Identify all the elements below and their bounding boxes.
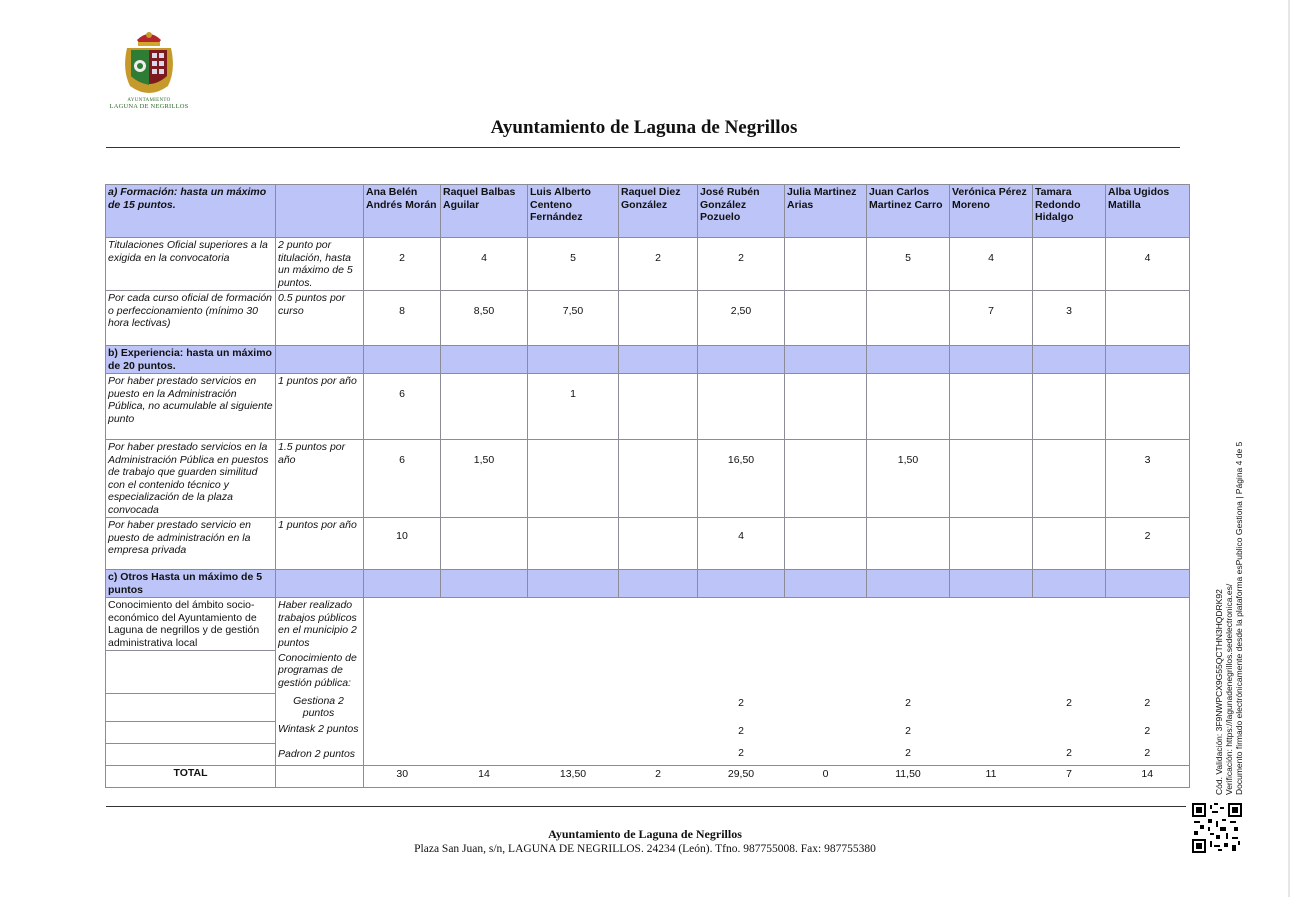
score-cell	[950, 744, 1033, 766]
score-cell	[950, 518, 1033, 570]
signed-notice: Documento firmado electrónicamente desde la plataforma esPublico Gestiona | Página 4 de 5	[1234, 441, 1244, 795]
candidate-name: Ana Belén Andrés Morán	[364, 185, 441, 238]
score-cell	[441, 518, 528, 570]
score-cell	[364, 744, 441, 766]
table-row	[106, 374, 1190, 440]
score-cell: 2,50	[698, 291, 785, 346]
score-cell: 2	[698, 744, 785, 766]
score-cell	[364, 651, 441, 694]
score-cell	[1033, 374, 1106, 440]
qr-code-icon	[1192, 803, 1242, 853]
score-cell	[698, 598, 785, 651]
score-cell	[619, 744, 698, 766]
score-cell	[1033, 598, 1106, 651]
criterion-cell: Por haber prestado servicios en puesto en la Administración Pública, no acumulable al siguiente punto	[106, 374, 276, 440]
score-cell	[698, 374, 785, 440]
total-cell: 14	[1106, 766, 1190, 788]
score-cell	[619, 722, 698, 744]
total-cell: 13,50	[528, 766, 619, 788]
score-cell	[441, 694, 528, 722]
score-cell	[364, 598, 441, 651]
score-cell	[785, 651, 867, 694]
section-empty	[619, 346, 698, 374]
section-empty	[1106, 346, 1190, 374]
candidate-name: Juan Carlos Martinez Carro	[867, 185, 950, 238]
total-label: TOTAL	[106, 766, 276, 788]
score-cell	[785, 598, 867, 651]
score-cell	[867, 374, 950, 440]
total-cell: 29,50	[698, 766, 785, 788]
score-cell: 2	[1106, 744, 1190, 766]
section-empty	[1033, 570, 1106, 598]
empty-cell	[276, 766, 364, 788]
section-c-heading: c) Otros Hasta un máximo de 5 puntos	[106, 570, 276, 598]
score-cell: 2	[1106, 722, 1190, 744]
score-cell: 2	[1066, 696, 1072, 709]
score-cell: 4	[1106, 238, 1190, 291]
score-cell: 4	[950, 238, 1033, 291]
total-row	[106, 766, 1190, 788]
points-cell: 2 punto por titulación, hasta un máximo de 5 puntos.	[276, 238, 364, 291]
score-cell	[950, 440, 1033, 518]
score-cell	[528, 440, 619, 518]
candidate-name: Verónica Pérez Moreno	[950, 185, 1033, 238]
score-cell	[441, 598, 528, 651]
score-cell	[441, 374, 528, 440]
coat-of-arms-icon	[122, 30, 176, 96]
section-empty	[698, 346, 785, 374]
score-cell: 2	[619, 238, 698, 291]
candidate-name: Alba Ugidos Matilla	[1106, 185, 1190, 238]
empty-cell	[106, 722, 276, 744]
score-cell: 2	[1106, 518, 1190, 570]
score-cell	[950, 374, 1033, 440]
section-empty	[950, 570, 1033, 598]
table-row	[106, 291, 1190, 346]
empty-cell	[106, 651, 276, 694]
candidate-name: José Rubén González Pozuelo	[698, 185, 785, 238]
score-cell	[364, 722, 441, 744]
score-cell	[619, 518, 698, 570]
candidate-name: Raquel Diez González	[619, 185, 698, 238]
header-empty	[276, 185, 364, 238]
score-cell: 2	[738, 696, 744, 709]
score-cell	[1106, 598, 1190, 651]
score-cell: 10	[364, 518, 441, 570]
score-cell: 1,50	[441, 440, 528, 518]
section-empty	[785, 346, 867, 374]
score-cell	[441, 651, 528, 694]
score-cell	[528, 722, 619, 744]
score-cell	[1033, 651, 1106, 694]
score-cell	[950, 694, 1033, 722]
section-empty	[619, 570, 698, 598]
score-cell	[785, 238, 867, 291]
section-empty	[528, 570, 619, 598]
score-cell	[1033, 518, 1106, 570]
score-cell	[528, 694, 619, 722]
points-cell: 1.5 puntos por año	[276, 440, 364, 518]
section-empty	[364, 346, 441, 374]
table-row	[106, 694, 1190, 722]
score-cell	[785, 694, 867, 722]
validation-stamp	[1214, 442, 1244, 795]
total-cell: 0	[785, 766, 867, 788]
empty-cell	[106, 744, 276, 766]
criterion-cell: Por haber prestado servicio en puesto de administración en la empresa privada	[106, 518, 276, 570]
empty-cell	[106, 694, 276, 722]
footer-name: Ayuntamiento de Laguna de Negrillos	[548, 827, 742, 841]
section-empty	[441, 570, 528, 598]
score-cell: 1	[528, 374, 619, 440]
score-cell: 8	[364, 291, 441, 346]
score-cell	[619, 440, 698, 518]
score-cell	[1033, 440, 1106, 518]
table-row	[106, 440, 1190, 518]
total-cell: 7	[1033, 766, 1106, 788]
section-empty	[276, 346, 364, 374]
section-a-heading: a) Formación: hasta un máximo de 15 puntos.	[106, 185, 276, 238]
score-cell	[1106, 651, 1190, 694]
score-cell	[441, 744, 528, 766]
score-cell	[1033, 238, 1106, 291]
table-row	[106, 518, 1190, 570]
section-empty	[1033, 346, 1106, 374]
score-cell: 2	[905, 724, 911, 737]
score-cell	[619, 694, 698, 722]
score-cell	[619, 598, 698, 651]
score-cell	[528, 651, 619, 694]
score-cell: 2	[738, 724, 744, 737]
points-cell: Haber realizado trabajos públicos en el municipio 2 puntos	[276, 598, 364, 651]
score-cell: 6	[364, 440, 441, 518]
total-cell: 2	[619, 766, 698, 788]
total-cell: 11	[950, 766, 1033, 788]
criterion-cell: Conocimiento del ámbito socio-económico del Ayuntamiento de Laguna de negrillos y de gestión administrativa local	[106, 598, 276, 651]
score-cell	[785, 518, 867, 570]
points-cell: 0.5 puntos por curso	[276, 291, 364, 346]
score-cell: 2	[1106, 694, 1190, 722]
candidate-name: Tamara Redondo Hidalgo	[1033, 185, 1106, 238]
points-cell: 1 puntos por año	[276, 374, 364, 440]
score-cell: 2	[867, 744, 950, 766]
score-cell	[867, 291, 950, 346]
section-empty	[528, 346, 619, 374]
score-cell: 8,50	[441, 291, 528, 346]
section-empty	[441, 346, 528, 374]
score-cell: 2	[698, 238, 785, 291]
score-cell: 5	[528, 238, 619, 291]
verification-url[interactable]: Verificación: https://lagunadenegrillos.sedelectronica.es/	[1224, 583, 1234, 795]
score-cell	[528, 744, 619, 766]
logo-line-2: LAGUNA DE NEGRILLOS	[109, 103, 189, 110]
points-cell: 1 puntos por año	[276, 518, 364, 570]
score-cell: 4	[441, 238, 528, 291]
score-cell: 16,50	[698, 440, 785, 518]
score-cell: 6	[364, 374, 441, 440]
section-row	[106, 346, 1190, 374]
score-cell	[867, 518, 950, 570]
section-empty	[276, 570, 364, 598]
table-row	[106, 238, 1190, 291]
score-cell: 1,50	[867, 440, 950, 518]
table-row	[106, 744, 1190, 766]
score-cell	[785, 722, 867, 744]
section-empty	[867, 570, 950, 598]
candidate-name: Raquel Balbas Aguilar	[441, 185, 528, 238]
scoring-table	[105, 184, 1190, 788]
score-cell	[1106, 291, 1190, 346]
section-row	[106, 570, 1190, 598]
score-cell	[528, 518, 619, 570]
logo-line-1: AYUNTAMIENTO	[127, 98, 171, 103]
score-cell	[950, 722, 1033, 744]
section-empty	[364, 570, 441, 598]
score-cell: 3	[1106, 440, 1190, 518]
score-cell	[619, 291, 698, 346]
score-cell	[785, 744, 867, 766]
score-cell	[785, 440, 867, 518]
criterion-cell: Por cada curso oficial de formación o perfeccionamiento (mínimo 30 hora lectivas)	[106, 291, 276, 346]
points-cell: Gestiona 2 puntos	[276, 694, 364, 722]
score-cell	[441, 722, 528, 744]
municipal-coat-of-arms	[106, 30, 192, 110]
score-cell	[867, 598, 950, 651]
table-row	[106, 722, 1190, 744]
points-cell: Padron 2 puntos	[276, 744, 364, 766]
section-b-heading: b) Experiencia: hasta un máximo de 20 puntos.	[106, 346, 276, 374]
candidate-name: Julia Martinez Arias	[785, 185, 867, 238]
section-empty	[785, 570, 867, 598]
score-cell: 2	[364, 238, 441, 291]
score-cell	[950, 598, 1033, 651]
document-title: Ayuntamiento de Laguna de Negrillos	[490, 117, 798, 138]
section-empty	[698, 570, 785, 598]
criterion-cell: Titulaciones Oficial superiores a la exigida en la convocatoria	[106, 238, 276, 291]
score-cell	[785, 291, 867, 346]
criterion-cell: Por haber prestado servicios en la Administración Pública en puestos de trabajo que guarden similitud con el contenido técnico y especialización de la plaza convocada	[106, 440, 276, 518]
total-cell: 11,50	[867, 766, 950, 788]
footer-divider	[106, 806, 1186, 807]
score-cell	[619, 651, 698, 694]
score-cell	[950, 651, 1033, 694]
score-cell	[867, 651, 950, 694]
total-cell: 14	[441, 766, 528, 788]
score-cell	[364, 694, 441, 722]
score-cell: 5	[867, 238, 950, 291]
section-empty	[1106, 570, 1190, 598]
score-cell: 2	[905, 696, 911, 709]
section-empty	[867, 346, 950, 374]
footer-address: Plaza San Juan, s/n, LAGUNA DE NEGRILLOS. 24234 (León). Tfno. 987755008. Fax: 987755380	[414, 843, 876, 855]
score-cell	[528, 598, 619, 651]
score-cell: 4	[698, 518, 785, 570]
candidate-name: Luis Alberto Centeno Fernández	[528, 185, 619, 238]
score-cell	[619, 374, 698, 440]
table-row	[106, 598, 1190, 651]
section-empty	[950, 346, 1033, 374]
score-cell: 7,50	[528, 291, 619, 346]
points-cell: Conocimiento de programas de gestión pública:	[276, 651, 364, 694]
score-cell	[785, 374, 867, 440]
validation-code: Cód. Validación: 3F9NWPCX9G55QCTHN3HQDRK92	[1214, 589, 1224, 795]
header-row	[106, 185, 1190, 238]
title-divider	[106, 147, 1180, 148]
score-cell: 2	[1033, 744, 1106, 766]
score-cell	[1106, 374, 1190, 440]
score-cell	[698, 651, 785, 694]
score-cell	[1033, 722, 1106, 744]
table-row	[106, 651, 1190, 694]
score-cell: 7	[950, 291, 1033, 346]
points-cell: Wintask 2 puntos	[276, 722, 364, 744]
score-cell: 3	[1033, 291, 1106, 346]
total-cell: 30	[364, 766, 441, 788]
